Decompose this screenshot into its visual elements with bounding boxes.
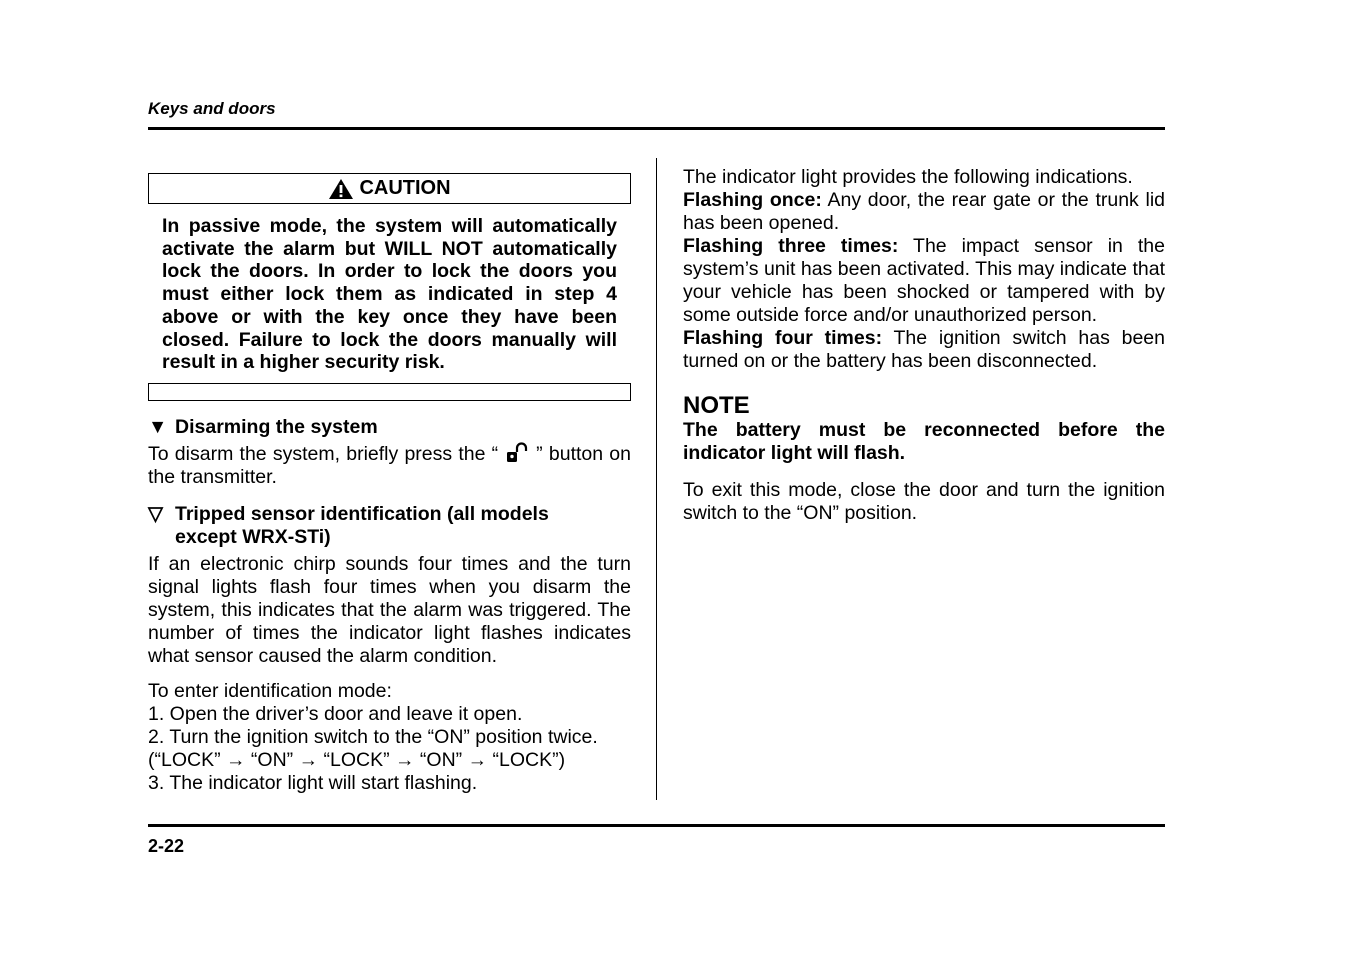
caution-header-box — [148, 173, 631, 204]
exit-mode-text: To exit this mode, close the door and turn the ignition switch to the “ON” position. — [683, 479, 1165, 524]
step-item: 2. Turn the ignition switch to the “ON” position twice. (“LOCK” → “ON” → “LOCK” → “ON” → “LOCK”) — [148, 725, 598, 771]
indication-desc: The impact sensor in the system’s unit has been activated. This may indicate that your vehicle has been shocked or tampered with by some outside force and/or unauthorized person. — [683, 235, 1166, 326]
caution-text: In passive mode, the system will automatically activate the alarm but WILL NOT automatically lock the doors. In order to lock the doors you must either lock them as indicated in step 4 above or with the key once they have been closed. Failure to lock the doors manually will result in a higher security risk. — [162, 215, 617, 374]
section-marker-filled: ▼ — [148, 415, 168, 438]
indication-term: Flashing four times: — [683, 327, 883, 349]
caution-label-group — [328, 177, 450, 200]
section-marker-outline: ▽ — [148, 502, 163, 525]
right-column — [683, 166, 1165, 525]
tripped-heading-text: Tripped sensor identification (all models except WRX-STi) — [175, 502, 549, 548]
caution-label: CAUTION — [359, 177, 451, 199]
indication-item — [683, 189, 1165, 235]
indication-term: Flashing once: — [683, 189, 822, 211]
tripped-heading — [148, 503, 631, 549]
caution-end-box — [148, 383, 631, 401]
enter-mode-intro: To enter identification mode: — [148, 679, 392, 702]
page-number: 2-22 — [148, 836, 185, 856]
footer-rule — [148, 824, 1165, 827]
note-text: The battery must be reconnected before the indicator light will flash. — [683, 419, 1165, 464]
step-item: 1. Open the driver’s door and leave it open. — [148, 702, 523, 725]
unlock-icon — [504, 441, 530, 463]
header-rule — [148, 127, 1165, 130]
tripped-paragraph: If an electronic chirp sounds four times and the turn signal lights flash four times when you disarm the system, this indicates that the alarm was triggered. The number of times the indicator light flashes indicates what sensor caused the alarm condition. — [148, 552, 631, 667]
disarming-text-before: To disarm the system, briefly press the “ — [148, 442, 499, 465]
disarming-text-after: ” button on the transmitter. — [148, 442, 631, 488]
step-item: 3. The indicator light will start flashing. — [148, 771, 478, 794]
indications-intro: The indicator light provides the following indications. — [683, 166, 1133, 188]
disarming-heading — [148, 416, 631, 439]
left-column — [148, 173, 631, 795]
indication-desc: The ignition switch has been turned on or the battery has been disconnected. — [683, 327, 1165, 372]
indication-desc: Any door, the rear gate or the trunk lid has been opened. — [683, 189, 1165, 234]
disarming-text — [148, 443, 631, 489]
indication-item — [683, 235, 1165, 327]
warning-triangle-icon — [328, 178, 354, 200]
disarming-heading-text: Disarming the system — [175, 415, 378, 438]
indication-term: Flashing three times: — [683, 235, 899, 257]
section-title: Keys and doors — [148, 99, 276, 118]
indication-item — [683, 327, 1165, 373]
column-divider — [656, 158, 657, 800]
note-title: NOTE — [683, 392, 750, 419]
